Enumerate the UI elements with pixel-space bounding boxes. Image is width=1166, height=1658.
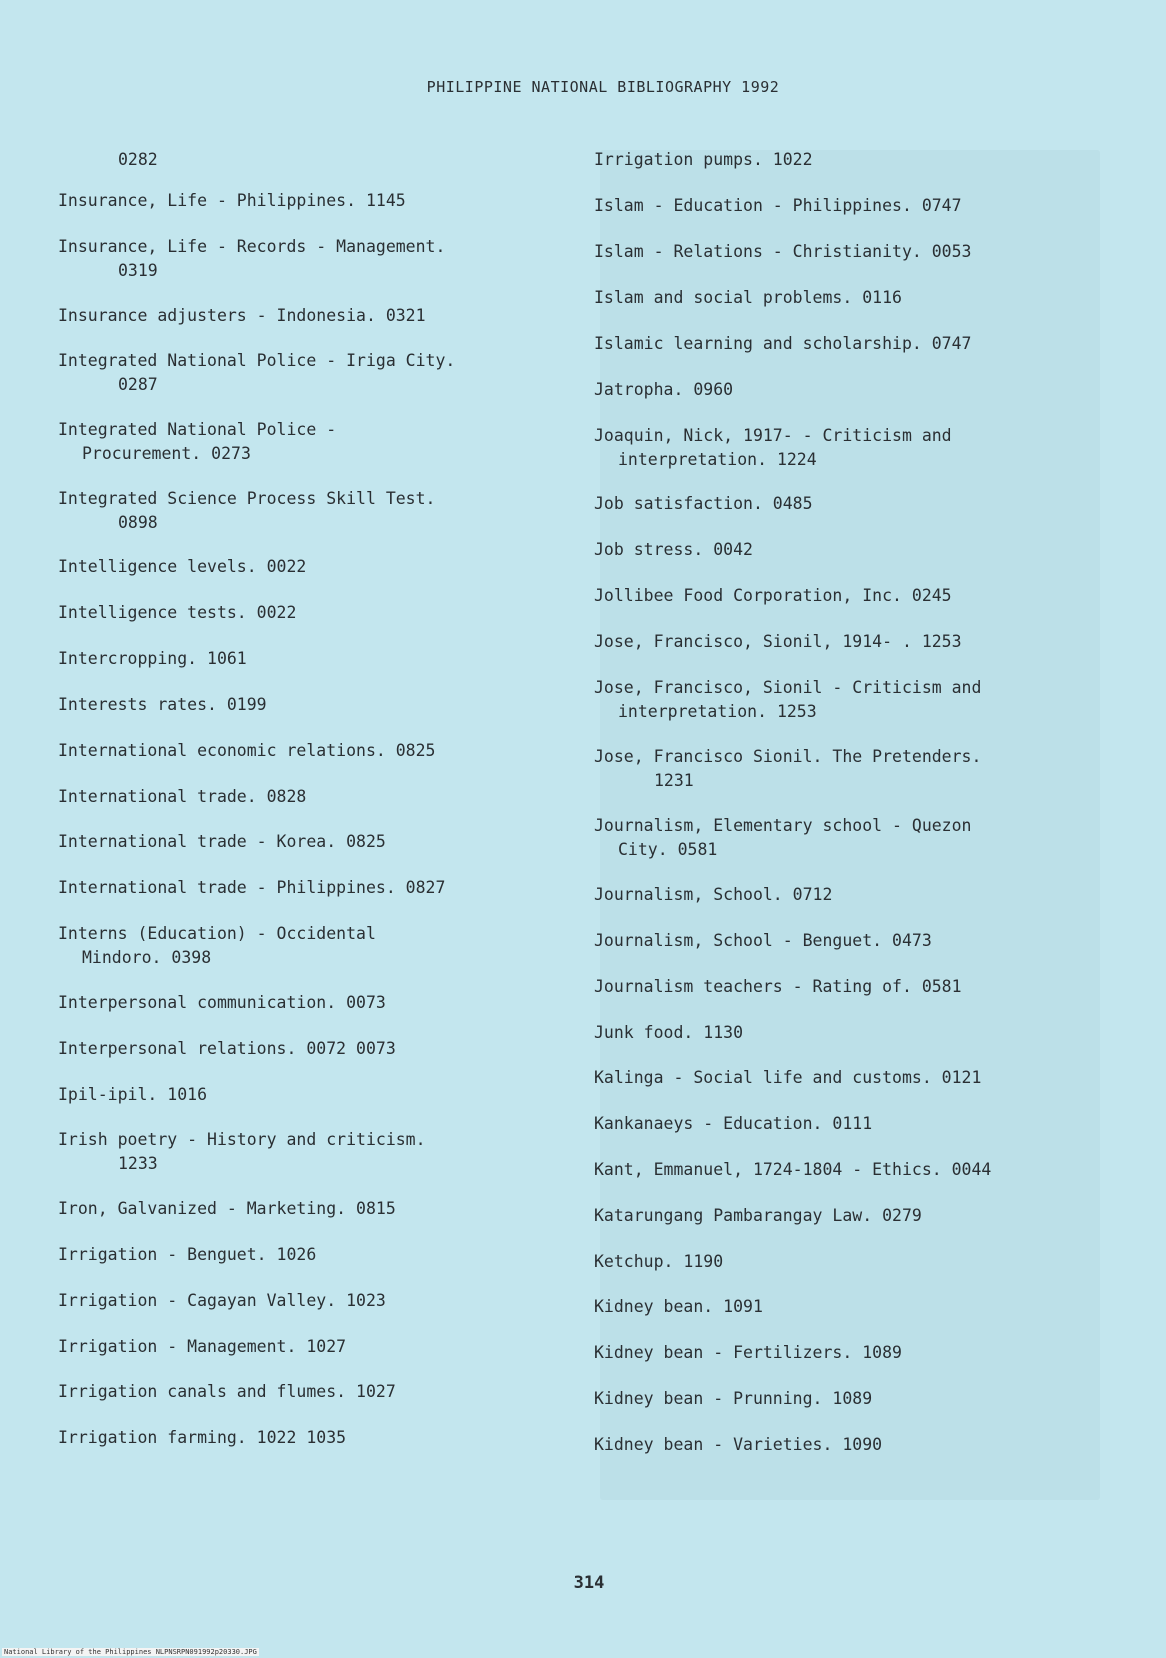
list-item xyxy=(594,148,813,172)
entry-line: 0287 xyxy=(118,375,158,394)
list-item xyxy=(594,676,981,724)
entry-line: Kidney bean. 1091 xyxy=(594,1297,763,1316)
list-item xyxy=(594,1341,902,1365)
page-header: PHILIPPINE NATIONAL BIBLIOGRAPHY 1992 xyxy=(426,78,780,96)
entry-line: Ipil-ipil. 1016 xyxy=(58,1085,208,1104)
list-item xyxy=(58,739,436,763)
list-item xyxy=(58,487,436,535)
entry-line: International economic relations. 0825 xyxy=(58,741,436,760)
entry-line: interpretation. 1253 xyxy=(618,702,817,721)
list-item xyxy=(594,1204,922,1228)
entry-line: Journalism teachers - Rating of. 0581 xyxy=(594,977,962,996)
list-item xyxy=(58,1197,396,1221)
entry-line: Mindoro. 0398 xyxy=(82,948,212,967)
list-item xyxy=(594,424,952,472)
list-item xyxy=(594,286,902,310)
entry-line: Kidney bean - Prunning. 1089 xyxy=(594,1389,873,1408)
entry-line: Interpersonal communication. 0073 xyxy=(58,993,386,1012)
list-item xyxy=(594,1433,882,1457)
list-item xyxy=(58,876,445,900)
list-item xyxy=(58,1037,396,1061)
entry-line: Journalism, School. 0712 xyxy=(594,885,833,904)
list-item xyxy=(594,378,733,402)
list-item xyxy=(594,814,972,862)
entry-line: City. 0581 xyxy=(618,840,718,859)
list-item xyxy=(594,1295,763,1319)
entry-line: Integrated National Police - Iriga City. xyxy=(58,351,456,370)
list-item xyxy=(58,785,306,809)
entry-line: Integrated National Police - xyxy=(58,420,337,439)
entry-line: 1231 xyxy=(654,771,694,790)
list-item xyxy=(58,1128,426,1176)
entry-line: Procurement. 0273 xyxy=(82,444,251,463)
list-item xyxy=(594,584,952,608)
entry-line: 0282 xyxy=(118,150,158,169)
scan-footer: National Library of the Philippines NLPNSRPN091992p20330.JPG xyxy=(4,1648,257,1656)
entry-line: Junk food. 1130 xyxy=(594,1023,744,1042)
entry-line: Ketchup. 1190 xyxy=(594,1252,724,1271)
list-item xyxy=(118,148,158,172)
list-item xyxy=(594,745,981,793)
entry-line: 0898 xyxy=(118,513,158,532)
list-item xyxy=(594,1021,743,1045)
list-item xyxy=(58,1335,346,1359)
entry-line: Job satisfaction. 0485 xyxy=(594,494,813,513)
entry-line: Jatropha. 0960 xyxy=(594,380,734,399)
list-item xyxy=(594,1250,723,1274)
list-item xyxy=(594,1158,991,1182)
list-item xyxy=(58,1243,316,1267)
entry-line: Iron, Galvanized - Marketing. 0815 xyxy=(58,1199,396,1218)
entry-line: Journalism, Elementary school - Quezon xyxy=(594,816,972,835)
entry-line: Irrigation - Management. 1027 xyxy=(58,1337,347,1356)
entry-line: Katarungang Pambarangay Law. 0279 xyxy=(594,1206,922,1225)
list-item xyxy=(594,883,832,907)
entry-line: Insurance adjusters - Indonesia. 0321 xyxy=(58,306,426,325)
list-item xyxy=(594,492,813,516)
entry-line: Kidney bean - Fertilizers. 1089 xyxy=(594,1343,902,1362)
entry-line: 0319 xyxy=(118,261,158,280)
entry-line: Intelligence levels. 0022 xyxy=(58,557,307,576)
entry-line: Interpersonal relations. 0072 0073 xyxy=(58,1039,396,1058)
entry-line: Job stress. 0042 xyxy=(594,540,753,559)
list-item xyxy=(594,240,972,264)
list-item xyxy=(594,975,962,999)
list-item xyxy=(58,555,306,579)
entry-line: Islam - Education - Philippines. 0747 xyxy=(594,196,962,215)
list-item xyxy=(58,1289,386,1313)
entry-line: Joaquin, Nick, 1917- - Criticism and xyxy=(594,426,952,445)
entry-line: Insurance, Life - Records - Management. xyxy=(58,237,446,256)
entry-line: Intercropping. 1061 xyxy=(58,649,247,668)
list-item xyxy=(594,929,932,953)
list-item xyxy=(594,1066,981,1090)
list-item xyxy=(594,194,962,218)
list-item xyxy=(594,1112,872,1136)
list-item xyxy=(58,830,386,854)
page-number: 314 xyxy=(573,1573,605,1593)
entry-line: Islam and social problems. 0116 xyxy=(594,288,902,307)
list-item xyxy=(594,1387,872,1411)
entry-line: Interns (Education) - Occidental xyxy=(58,924,376,943)
list-item xyxy=(58,418,336,466)
entry-line: Irrigation farming. 1022 1035 xyxy=(58,1428,347,1447)
list-item xyxy=(58,922,376,970)
entry-line: 1233 xyxy=(118,1154,158,1173)
entry-line: Irish poetry - History and criticism. xyxy=(58,1130,426,1149)
entry-line: Integrated Science Process Skill Test. xyxy=(58,489,436,508)
entry-line: interpretation. 1224 xyxy=(618,450,817,469)
entry-line: Islamic learning and scholarship. 0747 xyxy=(594,334,972,353)
entry-line: International trade - Korea. 0825 xyxy=(58,832,386,851)
list-item xyxy=(58,991,386,1015)
entry-line: Kalinga - Social life and customs. 0121 xyxy=(594,1068,982,1087)
entry-line: Journalism, School - Benguet. 0473 xyxy=(594,931,932,950)
list-item xyxy=(58,693,267,717)
list-item xyxy=(58,647,247,671)
list-item xyxy=(58,1380,396,1404)
list-item xyxy=(58,1083,207,1107)
entry-line: International trade - Philippines. 0827 xyxy=(58,878,446,897)
list-item xyxy=(58,189,406,213)
entry-line: Irrigation pumps. 1022 xyxy=(594,150,813,169)
entry-line: Islam - Relations - Christianity. 0053 xyxy=(594,242,972,261)
list-item xyxy=(58,304,426,328)
entry-line: Jose, Francisco Sionil. The Pretenders. xyxy=(594,747,982,766)
entry-line: Kant, Emmanuel, 1724-1804 - Ethics. 0044 xyxy=(594,1160,992,1179)
entry-line: Irrigation canals and flumes. 1027 xyxy=(58,1382,396,1401)
entry-line: Jose, Francisco, Sionil - Criticism and xyxy=(594,678,982,697)
entry-line: Insurance, Life - Philippines. 1145 xyxy=(58,191,406,210)
list-item xyxy=(58,235,445,283)
entry-line: Interests rates. 0199 xyxy=(58,695,267,714)
entry-line: Jollibee Food Corporation, Inc. 0245 xyxy=(594,586,952,605)
list-item xyxy=(58,601,296,625)
entry-line: International trade. 0828 xyxy=(58,787,307,806)
entry-line: Kankanaeys - Education. 0111 xyxy=(594,1114,873,1133)
entry-line: Irrigation - Benguet. 1026 xyxy=(58,1245,317,1264)
entry-line: Jose, Francisco, Sionil, 1914- . 1253 xyxy=(594,632,962,651)
entry-line: Kidney bean - Varieties. 1090 xyxy=(594,1435,883,1454)
list-item xyxy=(594,630,962,654)
list-item xyxy=(594,538,753,562)
list-item xyxy=(594,332,972,356)
list-item xyxy=(58,349,455,397)
list-item xyxy=(58,1426,346,1450)
entry-line: Irrigation - Cagayan Valley. 1023 xyxy=(58,1291,386,1310)
entry-line: Intelligence tests. 0022 xyxy=(58,603,297,622)
